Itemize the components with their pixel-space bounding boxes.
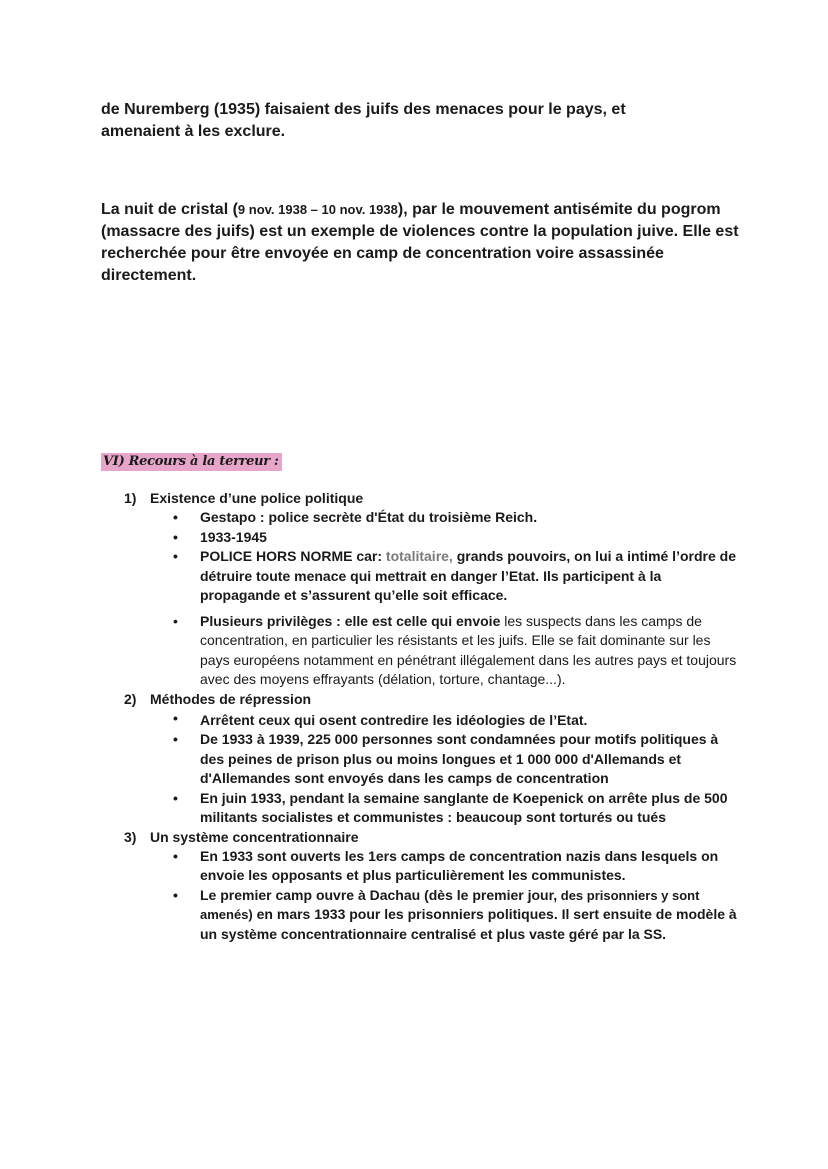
section-title: Méthodes de répression — [150, 690, 312, 707]
section-item — [101, 489, 741, 690]
bullet-list — [101, 847, 741, 945]
list-item — [200, 886, 741, 945]
paragraph-dates: 9 nov. 1938 – 10 nov. 1938 — [237, 202, 398, 217]
list-item-text: POLICE HORS NORME car: — [200, 548, 386, 564]
section-number: 3) — [124, 828, 137, 845]
list-item: • Arrêtent ceux qui osent contredire les idéologies de l’Etat. — [200, 709, 741, 731]
list-item-text: en mars 1933 pour les prisonniers politiques. Il sert ensuite de modèle à un système concentrationnaire centralisé et plus vaste géré par la SS. — [200, 906, 737, 942]
section-item — [101, 828, 741, 945]
section-title-row — [101, 489, 741, 508]
section-number: 1) — [124, 490, 137, 506]
section-title: Existence d’une police politique — [150, 490, 364, 506]
list-item-text: grands pouvoirs, on lui a intimé l’ordre de détruire toute menace qui mettrait en danger l’Etat. Ils participent à la propagande et s’assurent qu’elle soit efficace. — [200, 548, 736, 603]
list-item — [200, 612, 741, 690]
list-item: • Gestapo : police secrète d'État du troisième Reich. — [200, 508, 741, 528]
list-item-text: Plusieurs privilèges : elle est celle qui envoie — [200, 612, 501, 629]
section-title-row — [101, 828, 741, 847]
section-heading-wrap — [101, 452, 282, 471]
paragraph-nuit-de-cristal — [101, 199, 741, 287]
list-item — [200, 547, 741, 606]
section-item — [101, 690, 741, 828]
section-number: 2) — [124, 690, 137, 707]
list-item: • De 1933 à 1939, 225 000 personnes sont condamnées pour motifs politiques à des peines de prison plus ou moins longues et 1 000 000 d'Allemands et d'Allemandes sont envoyés dans les camps de concentration — [200, 730, 741, 789]
list-item-text: les suspects dans les camps de concentration, en particulier les résistants et les juifs. Elle se fait dominante sur les pays européens notamment en pénétrant illégalement dans les autres pays et toujours avec des moyens effrayants (délation, torture, chantage...). — [200, 612, 737, 687]
list-item-small-text: des prisonniers y sont amenés) — [200, 887, 700, 922]
list-item-highlight: totalitaire, — [385, 548, 453, 564]
paragraph-lead: La nuit de cristal ( — [101, 201, 238, 218]
section-title: Un système concentrationnaire — [150, 828, 359, 845]
list-item: • En juin 1933, pendant la semaine sanglante de Koepenick on arrête plus de 500 militants socialistes et communistes : beaucoup sont torturés ou tués — [200, 789, 741, 828]
list-item: • En 1933 sont ouverts les 1ers camps de concentration nazis dans lesquels on envoie les opposants et plus particulièrement les communistes. — [200, 847, 741, 886]
list-item-text: Le premier camp ouvre à Dachau (dès le premier jour, — [200, 886, 558, 903]
bullet-list — [101, 508, 741, 690]
bullet-list — [101, 709, 741, 828]
section-heading: VI) Recours à la terreur : — [101, 453, 282, 471]
section-title-row — [101, 690, 741, 709]
paragraph-rest: ), par le mouvement antisémite du pogrom (massacre des juifs) est un exemple de violences contre la population juive. Elle est recherchée pour être envoyée en camp de concentration voire assassinée directement. — [101, 201, 739, 284]
paragraph-nuremberg — [101, 99, 741, 143]
paragraph-line: de Nuremberg (1935) faisaient des juifs des menaces pour le pays, et — [101, 101, 626, 118]
section-list — [101, 489, 741, 944]
paragraph-line: amenaient à les exclure. — [101, 123, 286, 140]
list-item: • 1933-1945 — [200, 528, 741, 548]
